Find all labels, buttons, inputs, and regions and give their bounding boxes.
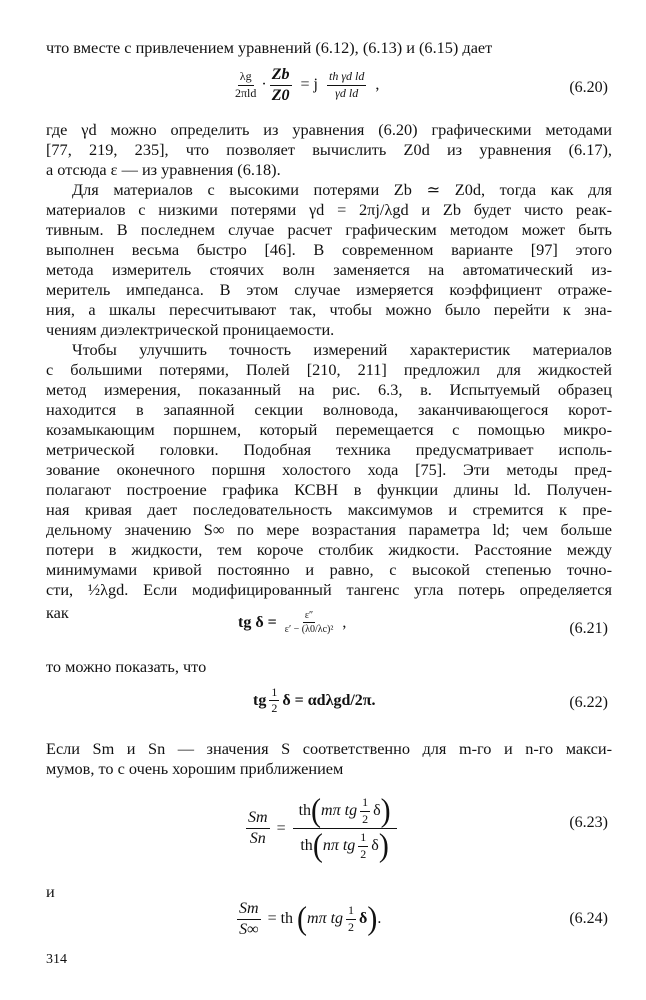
- fraction: [327, 70, 366, 99]
- fraction-half: [360, 796, 370, 825]
- big-fraction: [293, 792, 397, 864]
- text-line: ная кривая дает последовательность максимумов и стремится к пре-: [46, 500, 612, 519]
- text-line: ния, а шкалы пересчитывают так, чтобы можно было перейти к зна-: [46, 300, 612, 319]
- equals-sign: = j: [300, 76, 318, 94]
- fraction: [246, 809, 270, 847]
- denominator: S∞: [239, 920, 259, 938]
- text-line: полагают построение графика КСВН в функции длины ld. Получен-: [46, 480, 612, 499]
- denominator: γd ld: [335, 85, 359, 100]
- numerator: Zb: [270, 66, 292, 86]
- equation-number: (6.20): [569, 79, 608, 96]
- equation-6-20: $\frac{\lambda g}{\text{2πld}}$ · $\frac{Zb}{Z0}$ = j $\frac{\text{th γd ld}}{\text{γd ld}}$ , (6.20): [235, 66, 608, 104]
- lhs: tg δ =: [238, 613, 277, 631]
- fraction: [283, 610, 336, 635]
- text-line: потери в жидкости, тем короче столбик жидкости. Расстояние между: [46, 540, 612, 559]
- text-line: Для материалов с высокими потерями Zb ≃ Z0d, тогда как для: [72, 180, 612, 199]
- fraction-half: [358, 831, 368, 860]
- text-line: как: [46, 603, 69, 622]
- denominator: 2πld: [235, 85, 257, 100]
- argument: nπ tg: [322, 837, 356, 855]
- th: th: [298, 802, 312, 820]
- equation-6-23: $\frac{Sm}{Sn}$ = th ( mπ tg $\frac{1}{2}$ δ ) th ( nπ tg $\frac{1}{2}$ δ ) (6.23): [248, 792, 608, 864]
- text-line: Чтобы улучшить точность измерений характеристик материалов: [72, 340, 612, 359]
- text-line: Если Sm и Sn — значения S соответственно для m-го и n-го макси-: [46, 739, 612, 758]
- text-line: тивным. В последнем случае расчет графическим методом может быть: [46, 220, 612, 239]
- numerator: Sm: [246, 809, 270, 829]
- text-line: выполнен весьма быстро [46]. В современном варианте [97] этого: [46, 240, 612, 259]
- numerator: th ( mπ tg $\frac{1}{2}$ δ ): [293, 796, 397, 829]
- th: = th: [267, 910, 294, 928]
- punctuation: ,: [375, 76, 380, 94]
- numerator: ε″: [304, 610, 314, 621]
- text-line: [77, 219, 235], что позволяет вычислить Z0d из уравнения (6.17),: [46, 140, 612, 159]
- denominator: Z0: [271, 86, 290, 104]
- numerator: Sm: [237, 900, 261, 920]
- text-line: находится в запаянной секции волновода, заканчивающегося корот-: [46, 400, 612, 419]
- fraction-half: [269, 686, 279, 715]
- delta: δ: [371, 837, 379, 855]
- text-line: меритель импеданса. В этом случае измеряется коэффициент отраже-: [46, 280, 612, 299]
- text-line: чениям диэлектрической проницаемости.: [46, 320, 335, 339]
- text-line: метода измеритель стоячих волн заменяется на автоматический из-: [46, 260, 612, 279]
- equation-number: (6.24): [569, 910, 608, 927]
- fraction-half: [346, 904, 356, 933]
- text-line: то можно показать, что: [46, 657, 207, 676]
- text-line: сти, ½λgd. Если модифицированный тангенс угла потерь определяется: [46, 580, 612, 599]
- denominator: 2: [360, 846, 367, 861]
- fraction: [270, 66, 292, 104]
- text-line: минимумами кривой постоянно и равно, с высокой степенью точно-: [46, 560, 612, 579]
- delta: δ: [359, 910, 368, 928]
- argument: mπ tg: [307, 910, 344, 928]
- numerator: th γd ld: [327, 70, 366, 85]
- text-line: дельному значению S∞ по мере возрастания параметра ld; чем больше: [46, 520, 612, 539]
- page-number: 314: [46, 952, 67, 967]
- numerator: 1: [346, 904, 356, 919]
- denominator: 2: [348, 919, 355, 934]
- equation-6-24: $\frac{Sm}{S\infty}$ = th ( mπ tg $\frac{1}{2}$ δ ) . (6.24): [239, 900, 608, 938]
- text-line: материалов с низкими потерями γd = 2πj/λgd и Zb будет чисто реак-: [46, 200, 612, 219]
- numerator: 1: [360, 796, 370, 811]
- th: th: [300, 837, 313, 855]
- text-line: зование оконечного поршня холостого хода [75]. Эти методы пред-: [46, 460, 612, 479]
- text-line: и: [46, 882, 55, 901]
- argument: mπ tg: [321, 802, 358, 820]
- numerator: λg: [238, 70, 254, 85]
- tg: tg: [253, 691, 267, 709]
- text-line: а отсюда ε — из уравнения (6.18).: [46, 160, 281, 179]
- numerator: 1: [358, 831, 368, 846]
- delta: δ: [373, 802, 381, 820]
- denominator: Sn: [249, 830, 266, 847]
- text-line: мумов, то с очень хорошим приближением: [46, 759, 344, 778]
- text-line: метод измерения, показанный на рис. 6.3, в. Испытуемый образец: [46, 380, 612, 399]
- text-line: что вместе с привлечением уравнений (6.12), (6.13) и (6.15) дает: [46, 38, 493, 57]
- fraction: [237, 900, 261, 938]
- punctuation: ,: [342, 613, 347, 631]
- text-line: где γd можно определить из уравнения (6.20) графическими методами: [46, 120, 612, 139]
- punctuation: .: [377, 910, 382, 928]
- text-line: с большими потерями, Полей [210, 211] предложил для жидкостей: [46, 360, 612, 379]
- denominator: ε′ − (λ0/λc)²: [284, 624, 334, 635]
- rhs: δ = αdλgd/2π.: [282, 691, 376, 709]
- equation-number: (6.21): [569, 620, 608, 637]
- denominator: 2: [362, 811, 369, 826]
- denominator: 2: [271, 701, 278, 716]
- text-line: козамыкающим поршнем, который перемещается с помощью микро-: [46, 420, 612, 439]
- numerator: 1: [269, 686, 279, 701]
- equation-6-22: [0, 682, 646, 742]
- equation-number: (6.23): [569, 814, 608, 831]
- fraction: [233, 70, 258, 99]
- text-line: метрической головки. Подобная техника предусматривает исполь-: [46, 440, 612, 459]
- denominator: th ( nπ tg $\frac{1}{2}$ δ ): [300, 827, 389, 864]
- equation-number: (6.22): [569, 694, 608, 711]
